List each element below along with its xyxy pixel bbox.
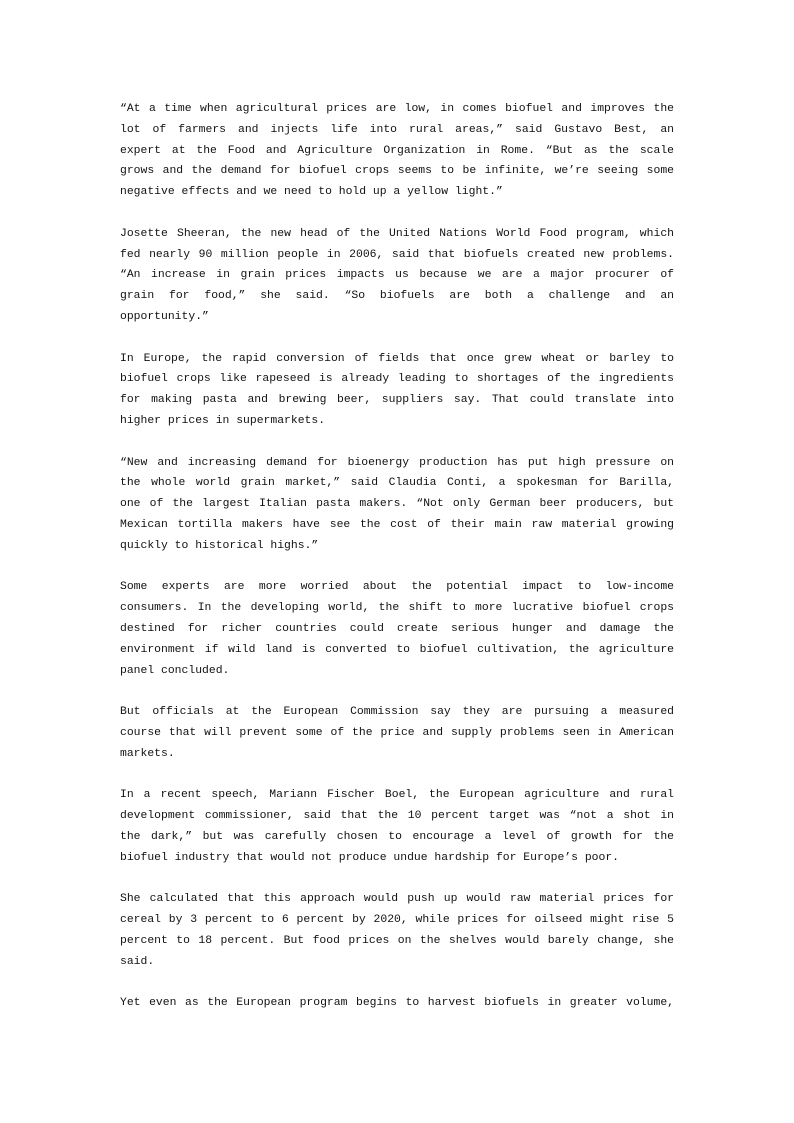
text-line: “An increase in grain prices impacts us because we are a major procurer of <box>120 269 674 282</box>
paragraph <box>120 702 674 764</box>
text-line: But officials at the European Commission say they are pursuing a measured <box>120 706 674 719</box>
text-line: destined for richer countries could create serious hunger and damage the <box>120 622 674 635</box>
text-line: “New and increasing demand for bioenergy production has put high pressure on <box>120 456 674 469</box>
text-line: grows and the demand for biofuel crops seems to be infinite, we’re seeing some <box>120 165 674 178</box>
paragraph <box>120 224 674 328</box>
text-line: Mexican tortilla makers have see the cost of their main raw material growing <box>120 518 674 531</box>
text-line: cereal by 3 percent to 6 percent by 2020, while prices for oilseed might rise 5 <box>120 914 674 927</box>
text-line: one of the largest Italian pasta makers. “Not only German beer producers, but <box>120 498 674 511</box>
text-line: Josette Sheeran, the new head of the United Nations World Food program, which <box>120 227 674 240</box>
text-line: course that will prevent some of the price and supply problems seen in American <box>120 726 674 739</box>
text-line: panel concluded. <box>120 664 230 677</box>
text-line: for making pasta and brewing beer, suppliers say. That could translate into <box>120 394 674 407</box>
text-line: the whole world grain market,” said Claudia Conti, a spokesman for Barilla, <box>120 477 674 490</box>
text-line: lot of farmers and injects life into rural areas,” said Gustavo Best, an <box>120 123 674 136</box>
text-line: said. <box>120 955 155 968</box>
paragraph <box>120 993 674 1014</box>
text-line: Yet even as the European program begins to harvest biofuels in greater volume, <box>120 997 674 1010</box>
paragraph <box>120 349 674 432</box>
text-line: environment if wild land is converted to biofuel cultivation, the agriculture <box>120 643 674 656</box>
text-line: In a recent speech, Mariann Fischer Boel, the European agriculture and rural <box>120 789 674 802</box>
text-line: markets. <box>120 747 175 760</box>
text-line: grain for food,” she said. “So biofuels are both a challenge and an <box>120 290 674 303</box>
text-line: the dark,” but was carefully chosen to encourage a level of growth for the <box>120 830 674 843</box>
paragraph <box>120 889 674 972</box>
text-line: higher prices in supermarkets. <box>120 414 326 427</box>
text-line: fed nearly 90 million people in 2006, said that biofuels created new problems. <box>120 248 674 261</box>
text-line: percent to 18 percent. But food prices on the shelves would barely change, she <box>120 934 674 947</box>
text-line: development commissioner, said that the 10 percent target was “not a shot in <box>120 810 674 823</box>
paragraph <box>120 453 674 557</box>
paragraph <box>120 99 674 203</box>
text-line: In Europe, the rapid conversion of fields that once grew wheat or barley to <box>120 352 674 365</box>
text-line: negative effects and we need to hold up a yellow light.” <box>120 186 503 199</box>
document-page <box>120 99 674 1035</box>
text-line: biofuel industry that would not produce undue hardship for Europe’s poor. <box>120 851 619 864</box>
text-line: quickly to historical highs.” <box>120 539 319 552</box>
text-line: biofuel crops like rapeseed is already leading to shortages of the ingredients <box>120 373 674 386</box>
text-line: expert at the Food and Agriculture Organization in Rome. “But as the scale <box>120 144 674 157</box>
text-line: She calculated that this approach would push up would raw material prices for <box>120 893 674 906</box>
text-line: consumers. In the developing world, the shift to more lucrative biofuel crops <box>120 602 674 615</box>
text-line: Some experts are more worried about the potential impact to low-income <box>120 581 674 594</box>
text-line: “At a time when agricultural prices are low, in comes biofuel and improves the <box>120 103 674 115</box>
paragraph <box>120 785 674 868</box>
paragraph <box>120 577 674 681</box>
text-line: opportunity.” <box>120 310 209 323</box>
